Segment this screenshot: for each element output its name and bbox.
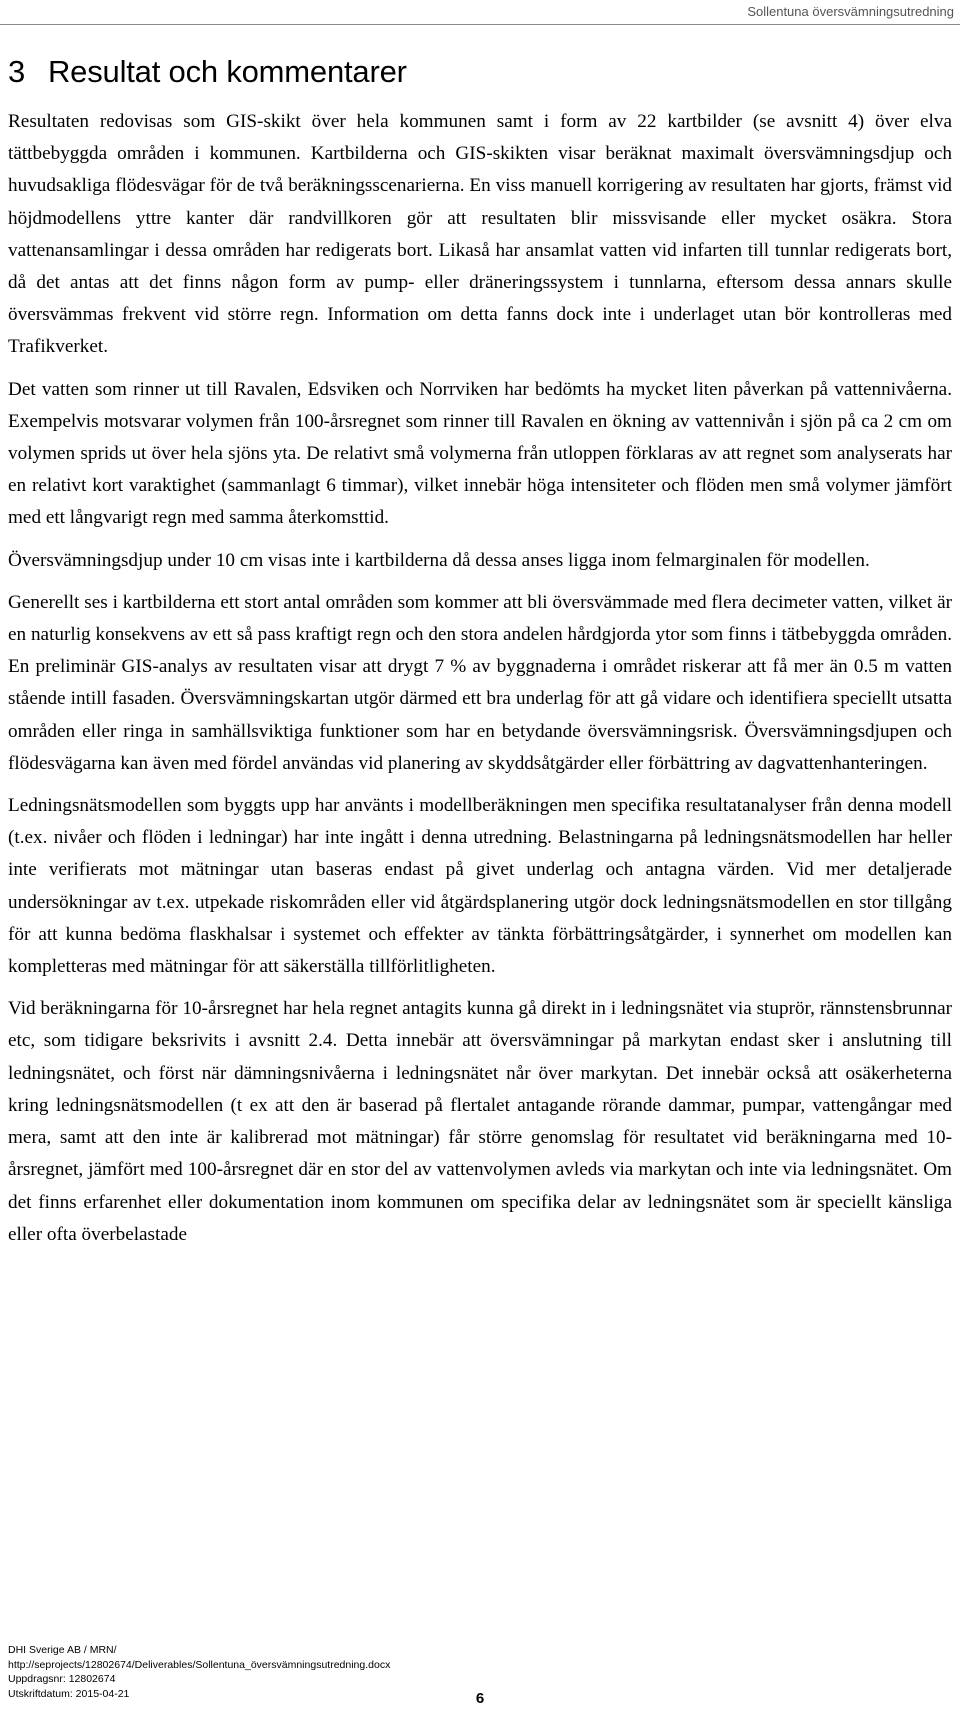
paragraph-2: Det vatten som rinner ut till Ravalen, Edsviken och Norrviken har bedömts ha mycket liten påverkan på vattennivåerna. Exempelvis motsvarar volymen från 100-årsregnet som rinner till Ravalen en ökning av vattennivån i sjön på ca 2 cm om volymen sprids ut över hela sjöns yta. De relativt små volymerna från utloppen förklaras av att regnet som analyserats har en relativt kort varaktighet (sammanlagt 6 timmar), vilket innebär höga intensiteter och flöden men små volymer jämfört med ett långvarigt regn med samma återkomsttid. bbox=[8, 378, 952, 529]
section-title: Resultat och kommentarer bbox=[48, 54, 407, 89]
section-number: 3 bbox=[8, 54, 26, 89]
footer-print-date: Utskriftdatum: 2015-04-21 bbox=[8, 1687, 130, 1700]
page-number: 6 bbox=[475, 1690, 485, 1707]
paragraph-1: Resultaten redovisas som GIS-skikt över hela kommunen samt i form av 22 kartbilder (se avsnitt 4) över elva tättbebyggda områden i kommunen. Kartbilderna och GIS-skikten visar beräknat maximalt översvämningsdjup och huvudsakliga flödesvägar för de två beräkningsscenarierna. En viss manuell korrigering av resultaten har gjorts, främst vid höjdmodellens yttre kanter där randvillkoren gör att resultaten blir missvisande eller mycket osäkra. Stora vattenansamlingar i dessa områden har redigerats bort. Likaså har ansamlat vatten vid infarten till tunnlar redigerats bort, då det antas att det finns någon form av pump- eller dräneringssystem i tunnlarna, eftersom dessa annars skulle översvämmas frekvent vid större regn. Information om detta fanns dock inte i underlaget utan bör kontrolleras med Trafikverket. bbox=[8, 111, 952, 358]
running-header: Sollentuna översvämningsutredning bbox=[747, 4, 954, 19]
paragraph-5: Ledningsnätsmodellen som byggts upp har använts i modellberäkningen men specifika resultatanalyser från denna modell (t.ex. nivåer och flöden i ledningar) har inte ingått i denna utredning. Belastningarna på ledningsnätsmodellen har heller inte verifierats mot mätningar utan baseras endast på givet underlag och antagna värden. Vid mer detaljerade undersökningar av t.ex. utpekade riskområden eller vid åtgärdsplanering utgör dock ledningsnätsmodellen en stor tillgång för att kunna bedöma flaskhalsar i systemet och effekter av tänkta förbättringsåtgärder, i synnerhet om modellen kan kompletteras med mätningar för att säkerställa tillförlitligheten. bbox=[8, 795, 952, 978]
footer-assignment: Uppdragsnr: 12802674 bbox=[8, 1673, 116, 1685]
header-rule bbox=[0, 24, 960, 25]
section-heading bbox=[8, 52, 952, 92]
paragraph-6: Vid beräkningarna för 10-årsregnet har hela regnet antagits kunna gå direkt in i ledningsnätet via stuprör, rännstensbrunnar etc, som tidigare beksrivits i avsnitt 2.4. Detta innebär att översvämningar på markytan endast sker i anslutning till ledningsnätet, och först när dämningsnivåerna i ledningsnätet når över markytan. Det innebär också att osäkerheterna kring ledningsnätsmodellen (t ex att den är baserad på flertalet antagande rörande dammar, pumpar, vattengångar med mera, samt att den inte är kalibrerad mot mätningar) får större genomslag för resultatet vid beräkningarna med 10-årsregnet, jämfört med 100-årsregnet där en stor del av vattenvolymen avleds via markytan och inte via ledningsnätet. Om det finns erfarenhet eller dokumentation inom kommunen om specifika delar av ledningsnätet som är speciellt känsliga eller ofta överbelastade bbox=[8, 998, 952, 1245]
page-content bbox=[8, 52, 952, 1261]
paragraph-3: Översvämningsdjup under 10 cm visas inte i kartbilderna då dessa anses ligga inom felmarginalen för modellen. bbox=[8, 549, 870, 571]
paragraph-4: Generellt ses i kartbilderna ett stort antal områden som kommer att bli översvämmade med flera decimeter vatten, vilket är en naturlig konsekvens av ett så pass kraftigt regn och den stora andelen hårdgjorda ytor som finns i tätbebyggda områden. En preliminär GIS-analys av resultaten visar att drygt 7 % av byggnaderna i området riskerar att få mer än 0.5 m vatten stående intill fasaden. Översvämningskartan utgör därmed ett bra underlag för att gå vidare och identifiera speciellt utsatta områden eller ringa in samhällsviktiga funktioner som har en betydande översvämningsrisk. Översvämningsdjupen och flödesvägarna kan även med fördel användas vid planering av skyddsåtgärder eller förbättring av dagvattenhanteringen. bbox=[8, 591, 952, 774]
footer-company: DHI Sverige AB / MRN/ bbox=[8, 1644, 117, 1656]
footer-path: http://seprojects/12802674/Deliverables/Sollentuna_översvämningsutredning.docx bbox=[8, 1658, 391, 1671]
